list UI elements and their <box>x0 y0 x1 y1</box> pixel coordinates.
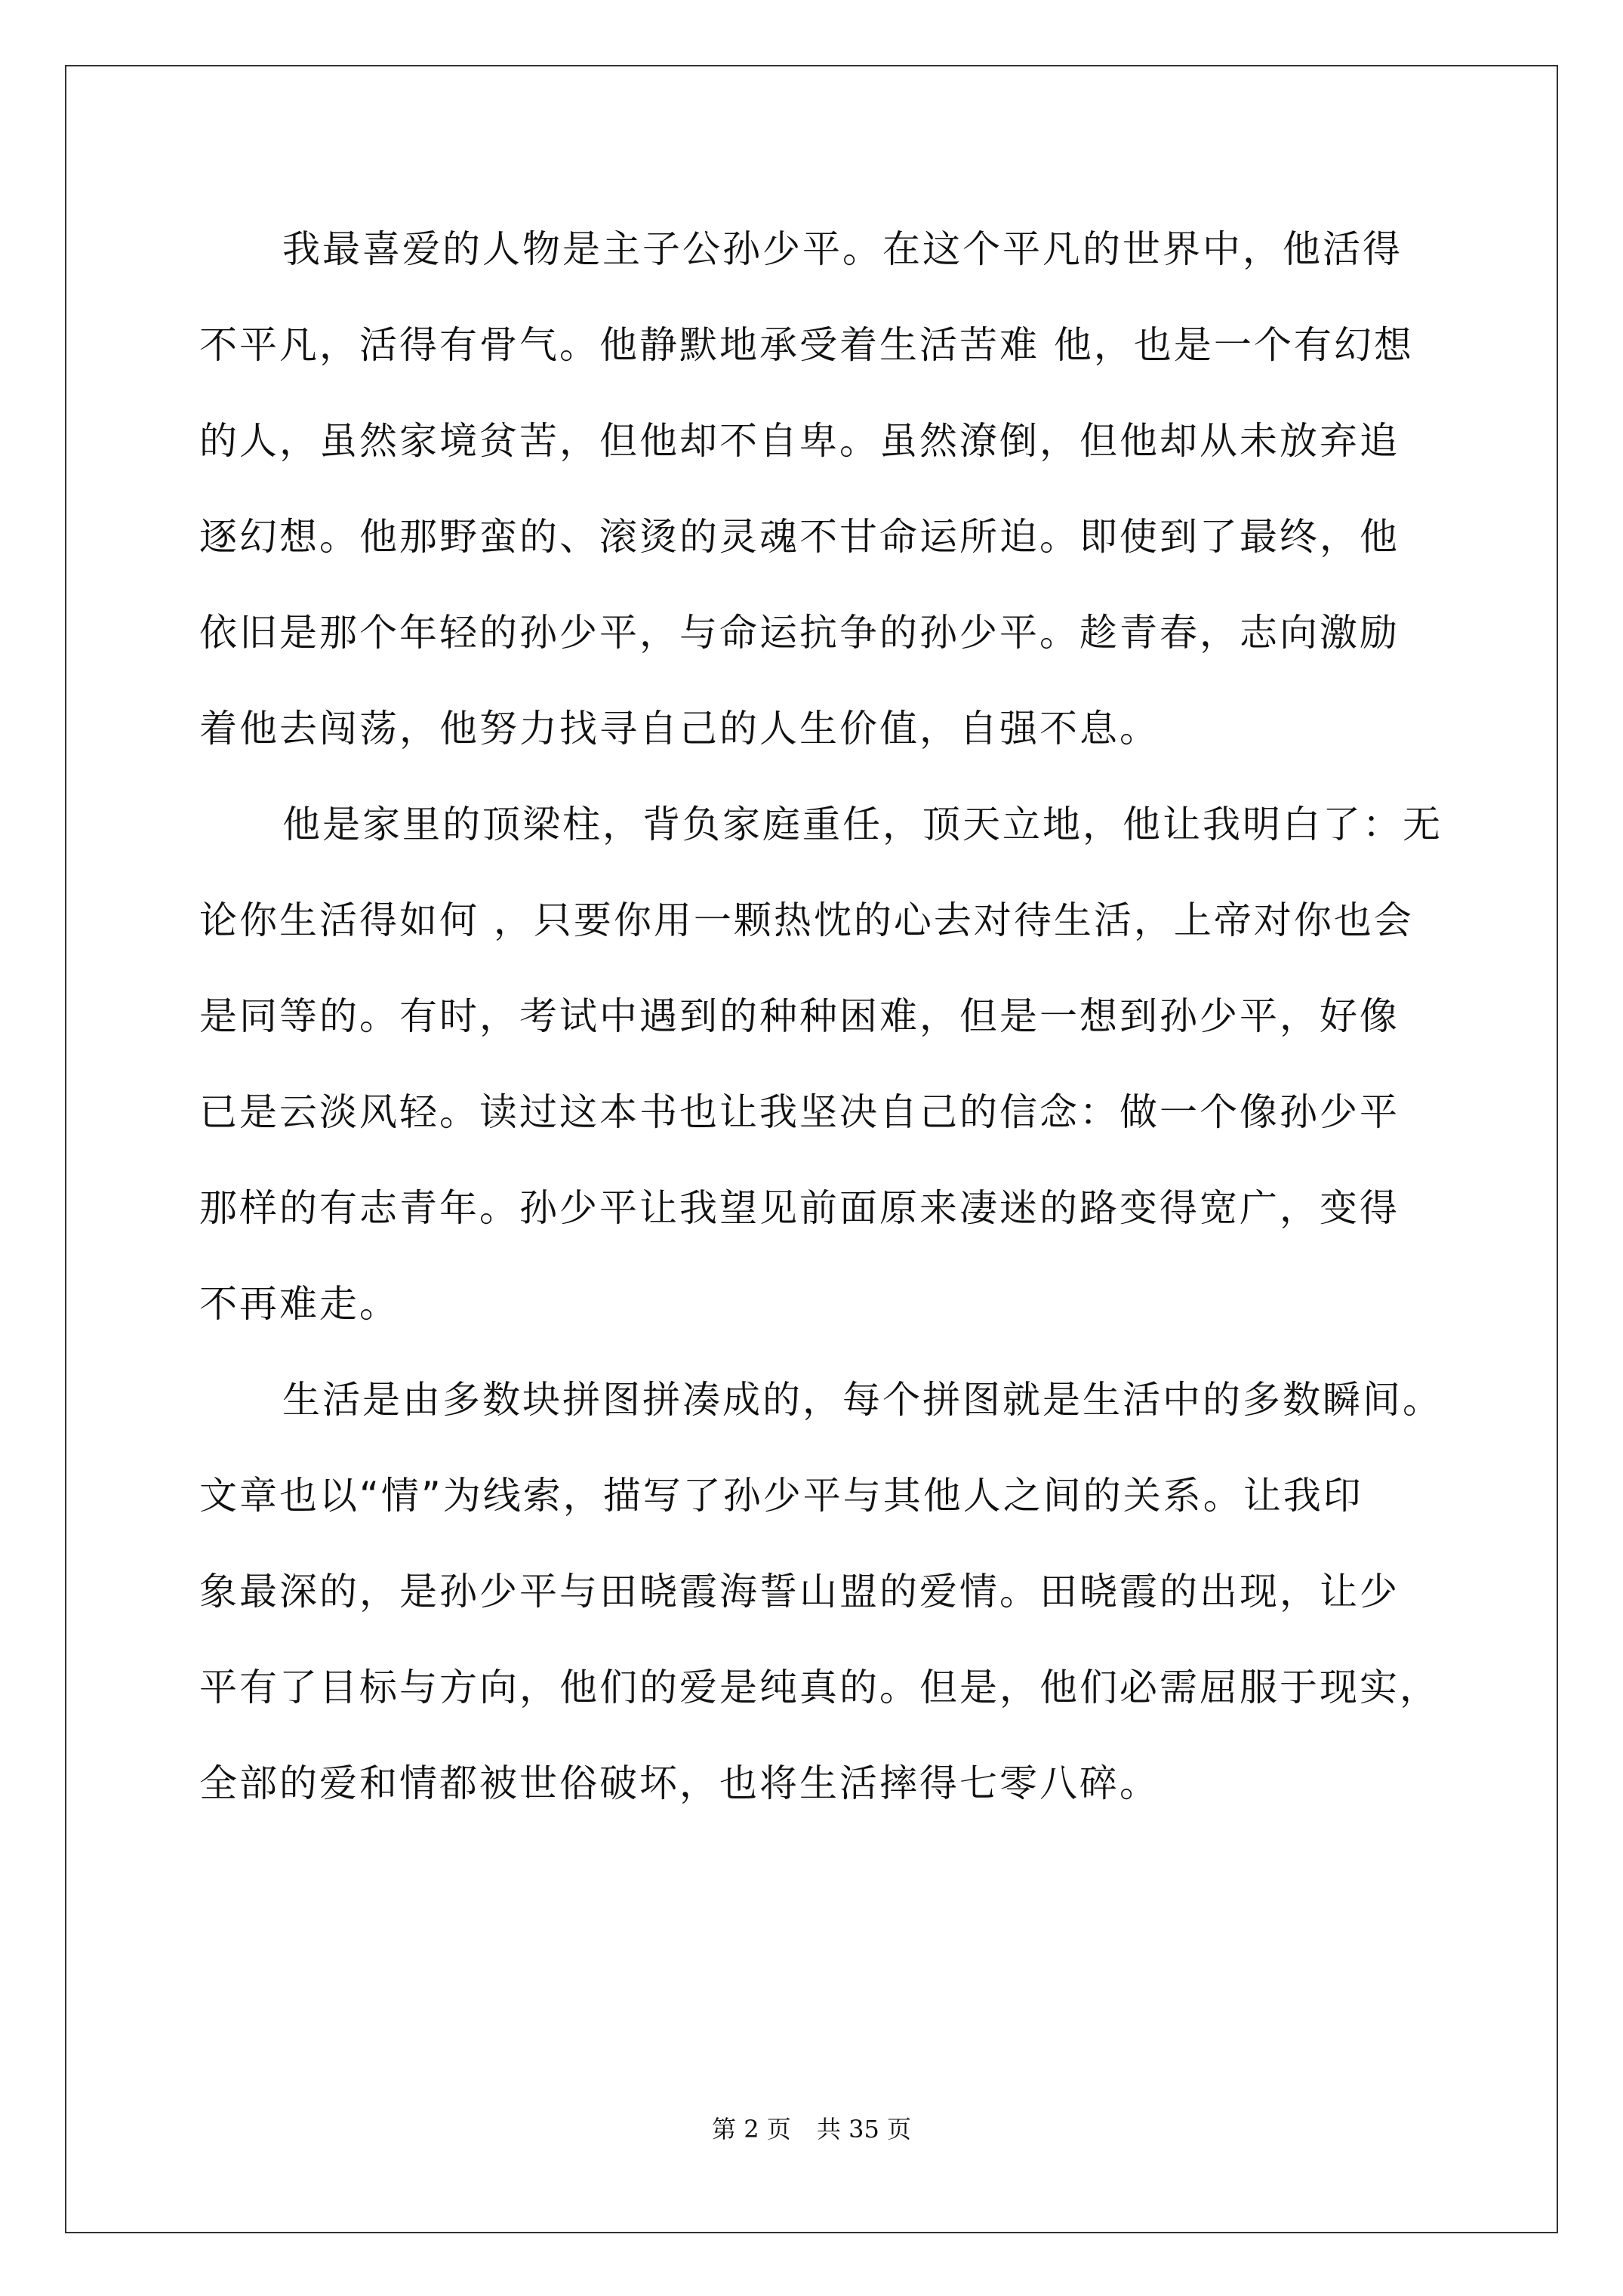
paragraph-1-line-5: 依旧是那个年轻的孙少平，与命运抗争的孙少平。趁青春，志向激励 <box>199 611 1400 655</box>
paragraph-2-line-2: 论你生活得如何 ，只要你用一颗热忱的心去对待生活，上帝对你也会 <box>199 898 1414 942</box>
paragraph-2-line-3: 是同等的。有时，考试中遇到的种种困难，但是一想到孙少平，好像 <box>199 994 1400 1038</box>
paragraph-1-line-2: 不平凡，活得有骨气。他静默地承受着生活苦难 他，也是一个有幻想 <box>199 323 1414 367</box>
paragraph-3-line-2: 文章也以“情”为线索，描写了孙少平与其他人之间的关系。让我印 <box>199 1474 1363 1518</box>
paragraph-2-line-4: 已是云淡风轻。读过这本书也让我坚决自己的信念：做一个像孙少平 <box>199 1090 1400 1134</box>
page-total: 共 35 页 <box>816 2115 911 2143</box>
paragraph-2-line-6: 不再难走。 <box>199 1282 399 1326</box>
page-footer <box>0 2114 1623 2144</box>
paragraph-1-line-6: 着他去闯荡，他努力找寻自己的人生价值，自强不息。 <box>199 707 1160 750</box>
paragraph-1-line-3: 的人，虽然家境贫苦，但他却不自卑。虽然潦倒，但他却从未放弃追 <box>199 419 1400 463</box>
paragraph-2-line-5: 那样的有志青年。孙少平让我望见前面原来凄迷的路变得宽广，变得 <box>199 1186 1400 1230</box>
paragraph-1-line-4: 逐幻想。他那野蛮的、滚烫的灵魂不甘命运所迫。即使到了最终，他 <box>199 515 1400 559</box>
paragraph-3-line-1: 生活是由多数块拼图拼凑成的，每个拼图就是生活中的多数瞬间。 <box>282 1378 1443 1422</box>
page-border <box>65 65 1558 2233</box>
paragraph-1-line-1: 我最喜爱的人物是主子公孙少平。在这个平凡的世界中，他活得 <box>282 227 1403 271</box>
paragraph-3-line-5: 全部的爱和情都被世俗破坏，也将生活摔得七零八碎。 <box>199 1761 1160 1805</box>
paragraph-2-line-1: 他是家里的顶梁柱，背负家庭重任，顶天立地，他让我明白了：无 <box>282 803 1443 846</box>
paragraph-3-line-3: 象最深的，是孙少平与田晓霞海誓山盟的爱情。田晓霞的出现，让少 <box>199 1570 1400 1613</box>
paragraph-3-line-4: 平有了目标与方向，他们的爱是纯真的。但是，他们必需屈服于现实， <box>199 1666 1440 1709</box>
page-number: 第 2 页 <box>712 2115 791 2143</box>
